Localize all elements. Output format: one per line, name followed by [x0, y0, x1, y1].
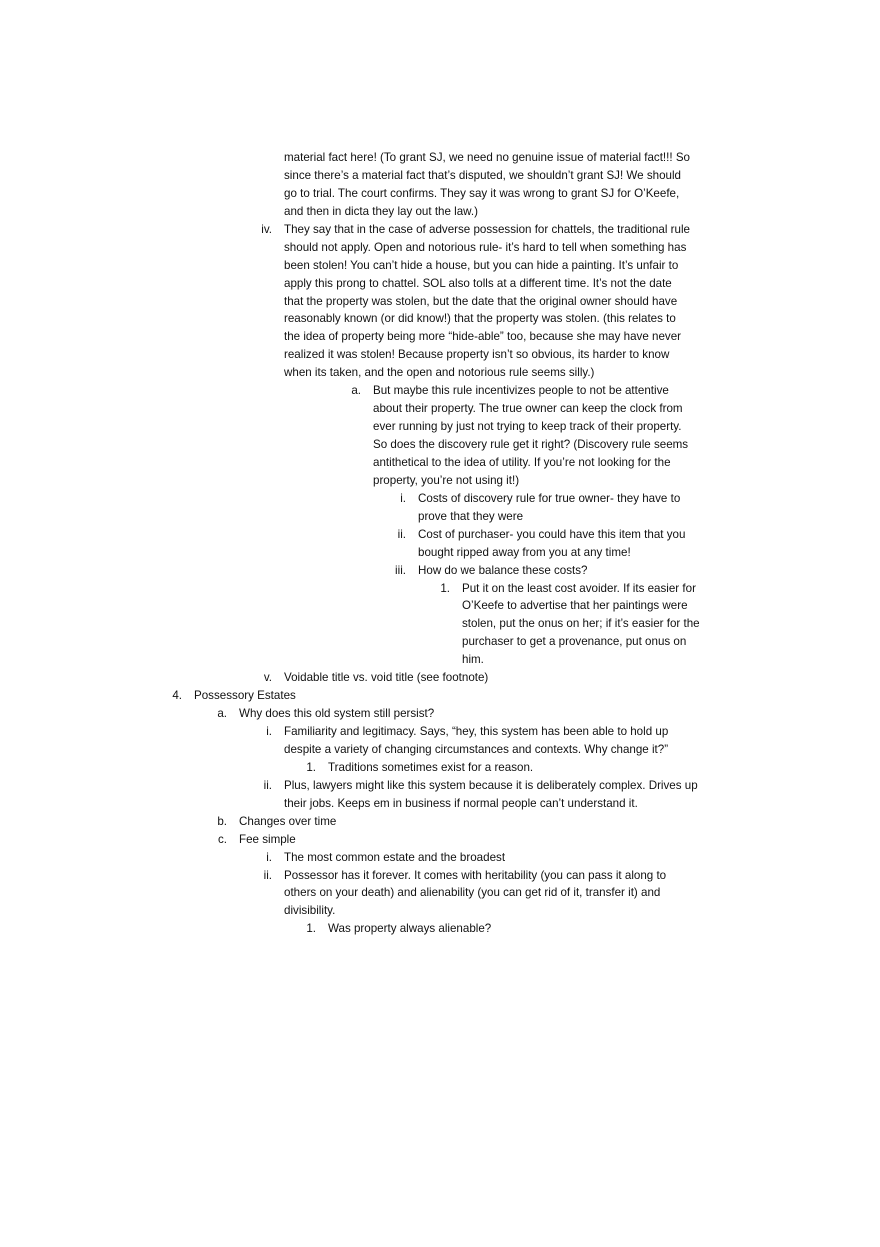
list-item	[0, 562, 880, 580]
list-item-line	[0, 849, 880, 867]
list-item-line	[0, 741, 880, 759]
list-item-text: since there’s a material fact that’s disputed, we shouldn’t grant SJ! We should	[284, 168, 681, 182]
list-item-line	[0, 346, 880, 364]
list-marker: ii.	[397, 527, 406, 541]
list-item-text: Familiarity and legitimacy. Says, “hey, this system has been able to hold up	[284, 725, 669, 738]
list-item-line	[0, 884, 880, 902]
list-item-text: Was property always alienable?	[328, 922, 492, 936]
list-item-line	[0, 293, 880, 311]
list-item-line	[0, 149, 880, 167]
list-marker: b.	[217, 814, 227, 828]
list-item-line	[0, 400, 880, 418]
list-marker: c.	[217, 832, 227, 846]
list-item-text: The most common estate and the broadest	[284, 850, 506, 864]
list-marker: i.	[266, 850, 272, 864]
list-item-text: Fee simple	[239, 832, 296, 846]
list-item-text: apply this prong to chattel. SOL also tolls at a different time. It’s not the date	[284, 276, 672, 290]
list-item-line	[0, 777, 880, 795]
list-item-line	[0, 705, 880, 723]
list-item-text: realized it was stolen! Because property isn’t so obvious, its harder to know	[284, 348, 670, 362]
list-item-line	[0, 813, 880, 831]
list-item	[0, 705, 880, 723]
list-item-text: that the property was stolen, but the date that the original owner should have	[284, 294, 678, 308]
list-item-text: been stolen! You can’t hide a house, but you can hide a painting. It’s unfair to	[284, 258, 679, 272]
list-item-text: purchaser to get a provenance, put onus on	[462, 635, 687, 649]
list-item	[0, 723, 880, 759]
list-item-line	[0, 185, 880, 203]
list-item-line	[0, 795, 880, 813]
list-item-text: bought ripped away from you at any time!	[418, 545, 631, 559]
list-item-text: about their property. The true owner can keep the clock from	[373, 402, 683, 416]
list-marker: a.	[217, 707, 227, 721]
list-marker: 1.	[306, 760, 316, 774]
list-item	[0, 759, 880, 777]
list-item-line	[0, 920, 880, 938]
list-item-text: They say that in the case of adverse possession for chattels, the traditional rule	[284, 222, 691, 236]
list-item-text: their jobs. Keeps em in business if normal people can’t understand it.	[284, 796, 638, 810]
list-item-text: should not apply. Open and notorious rule- it’s hard to tell when something has	[284, 240, 687, 254]
list-item-text: Traditions sometimes exist for a reason.	[328, 760, 534, 774]
list-item-line	[0, 544, 880, 562]
list-item	[0, 382, 880, 490]
list-item	[0, 920, 880, 938]
list-item-text: despite a variety of changing circumstances and contexts. Why change it?”	[284, 742, 669, 756]
list-item-line	[0, 382, 880, 400]
list-item-line	[0, 633, 880, 651]
list-item-text: material fact here! (To grant SJ, we need no genuine issue of material fact!!! So	[284, 151, 690, 164]
list-item-text: Why does this old system still persist?	[239, 707, 435, 721]
list-item	[0, 580, 880, 670]
list-marker: ii.	[263, 868, 272, 882]
list-item-text: when its taken, and the open and notorious rule seems silly.)	[284, 366, 595, 380]
document-page	[0, 149, 880, 938]
list-item-text: Changes over time	[239, 814, 337, 828]
list-item-line	[0, 203, 880, 221]
list-marker: 1.	[306, 922, 316, 936]
list-item-text: Put it on the least cost avoider. If its easier for	[462, 581, 696, 595]
list-marker: i.	[400, 491, 406, 505]
list-item-text: O’Keefe to advertise that her paintings were	[462, 599, 688, 613]
list-marker: iv.	[261, 222, 272, 236]
list-item-line	[0, 364, 880, 382]
list-item-line	[0, 257, 880, 275]
list-item	[0, 813, 880, 831]
list-item-text: reasonably known (or did know!) that the property was stolen. (this relates to	[284, 312, 676, 326]
list-item	[0, 490, 880, 526]
list-item-text: him.	[462, 653, 484, 667]
list-item-line	[0, 526, 880, 544]
list-item-text: So does the discovery rule get it right? (Discovery rule seems	[373, 438, 689, 451]
list-item	[0, 526, 880, 562]
list-item-line	[0, 831, 880, 849]
list-item-line	[0, 651, 880, 669]
list-item-line	[0, 310, 880, 328]
list-item-line	[0, 687, 880, 705]
list-item-text: ever running by just not trying to keep track of their property.	[373, 420, 682, 434]
list-item-text: go to trial. The court confirms. They say it was wrong to grant SJ for O’Keefe,	[284, 186, 680, 200]
list-item-text: the idea of property being more “hide-able” too, because she may have never	[284, 330, 682, 344]
list-item-line	[0, 239, 880, 257]
list-item-text: Voidable title vs. void title (see footnote)	[284, 671, 489, 685]
list-item-text: Cost of purchaser- you could have this item that you	[418, 527, 686, 541]
list-item	[0, 777, 880, 813]
list-item-line	[0, 328, 880, 346]
list-item-line	[0, 472, 880, 490]
list-item	[0, 149, 880, 221]
list-item-line	[0, 418, 880, 436]
list-marker: iii.	[395, 563, 406, 577]
list-marker: 1.	[440, 581, 450, 595]
list-marker: i.	[266, 725, 272, 738]
list-item-text: prove that they were	[418, 509, 524, 523]
list-item	[0, 687, 880, 705]
list-item-text: But maybe this rule incentivizes people to not be attentive	[373, 384, 669, 398]
list-item-line	[0, 669, 880, 687]
list-item	[0, 221, 880, 382]
list-marker: 4.	[172, 689, 182, 703]
list-item-line	[0, 490, 880, 508]
list-item-line	[0, 562, 880, 580]
list-marker: a.	[351, 384, 361, 398]
list-item-text: property, you’re not using it!)	[373, 473, 520, 487]
list-item-text: How do we balance these costs?	[418, 563, 588, 577]
list-item-text: others on your death) and alienability (you can get rid of it, transfer it) and	[284, 886, 661, 900]
list-item-text: stolen, put the onus on her; if it’s easier for the	[462, 617, 700, 631]
list-item-line	[0, 508, 880, 526]
list-item-line	[0, 723, 880, 741]
list-item	[0, 831, 880, 849]
list-item-line	[0, 580, 880, 598]
list-item-line	[0, 167, 880, 185]
list-item-line	[0, 615, 880, 633]
list-item-line	[0, 867, 880, 885]
list-item	[0, 867, 880, 921]
list-item-line	[0, 221, 880, 239]
list-item-text: Costs of discovery rule for true owner- they have to	[418, 491, 681, 505]
list-item-text: divisibility.	[284, 904, 336, 918]
list-item-line	[0, 902, 880, 920]
list-item-text: Possessor has it forever. It comes with heritability (you can pass it along to	[284, 868, 667, 882]
list-item-line	[0, 436, 880, 454]
list-item-text: Plus, lawyers might like this system because it is deliberately complex. Drives up	[284, 778, 698, 792]
list-item-line	[0, 597, 880, 615]
list-item	[0, 669, 880, 687]
list-item	[0, 849, 880, 867]
list-item-line	[0, 275, 880, 293]
list-marker: ii.	[263, 778, 272, 792]
list-item-text: and then in dicta they lay out the law.)	[284, 204, 478, 218]
list-item-text: Possessory Estates	[194, 689, 296, 703]
list-marker: v.	[263, 671, 272, 685]
list-item-line	[0, 454, 880, 472]
list-item-line	[0, 759, 880, 777]
list-item-text: antithetical to the idea of utility. If you’re not looking for the	[373, 455, 671, 469]
